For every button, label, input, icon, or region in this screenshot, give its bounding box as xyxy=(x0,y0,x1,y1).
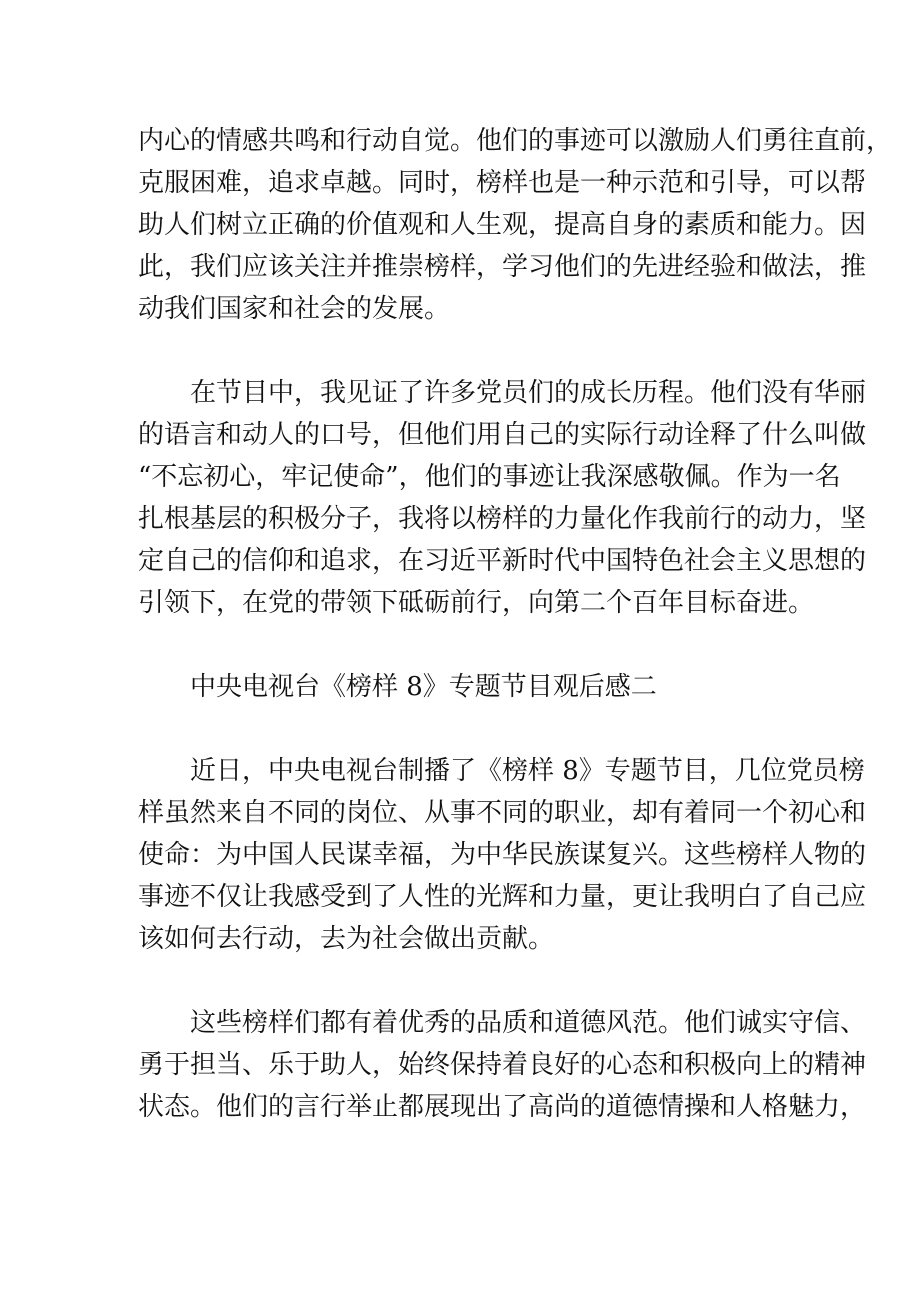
paragraph-1-line-2: 克服困难，追求卓越。同时，榜样也是一种示范和引导，可以帮 xyxy=(138,168,867,198)
paragraph-3-line-3: 使命：为中国人民谋幸福，为中华民族谋复兴。这些榜样人物的 xyxy=(138,840,867,870)
paragraph-2-line-3: “不忘初心，牢记使命”，他们的事迹让我深感敬佩。作为一名 xyxy=(138,462,841,492)
paragraph-2-line-1: 在节目中，我见证了许多党员们的成长历程。他们没有华丽 xyxy=(190,378,867,408)
paragraph-1-line-3: 助人们树立正确的价值观和人生观，提高自身的素质和能力。因 xyxy=(138,210,867,240)
paragraph-3-line-4: 事迹不仅让我感受到了人性的光辉和力量，更让我明白了自己应 xyxy=(138,882,867,912)
section-heading: 中央电视台《榜样 8》专题节目观后感二 xyxy=(190,672,657,702)
paragraph-1-line-5: 动我们国家和社会的发展。 xyxy=(138,294,451,324)
paragraph-3-line-5: 该如何去行动，去为社会做出贡献。 xyxy=(138,924,555,954)
paragraph-1-line-1: 内心的情感共鸣和行动自觉。他们的事迹可以激励人们勇往直前， xyxy=(138,126,893,156)
paragraph-1-line-4: 此，我们应该关注并推崇榜样，学习他们的先进经验和做法，推 xyxy=(138,252,867,282)
paragraph-2-line-2: 的语言和动人的口号，但他们用自己的实际行动诠释了什么叫做 xyxy=(138,420,867,450)
paragraph-2-line-4: 扎根基层的积极分子，我将以榜样的力量化作我前行的动力，坚 xyxy=(138,504,867,534)
paragraph-3-line-1: 近日，中央电视台制播了《榜样 8》专题节目，几位党员榜 xyxy=(190,756,865,786)
paragraph-3-line-2: 样虽然来自不同的岗位、从事不同的职业，却有着同一个初心和 xyxy=(138,798,867,828)
paragraph-4-line-3: 状态。他们的言行举止都展现出了高尚的道德情操和人格魅力， xyxy=(138,1092,867,1122)
paragraph-4-line-2: 勇于担当、乐于助人，始终保持着良好的心态和积极向上的精神 xyxy=(138,1050,867,1080)
paragraph-2-line-6: 引领下，在党的带领下砥砺前行，向第二个百年目标奋进。 xyxy=(138,588,815,618)
paragraph-4-line-1: 这些榜样们都有着优秀的品质和道德风范。他们诚实守信、 xyxy=(190,1008,867,1038)
paragraph-2-line-5: 定自己的信仰和追求，在习近平新时代中国特色社会主义思想的 xyxy=(138,546,867,576)
